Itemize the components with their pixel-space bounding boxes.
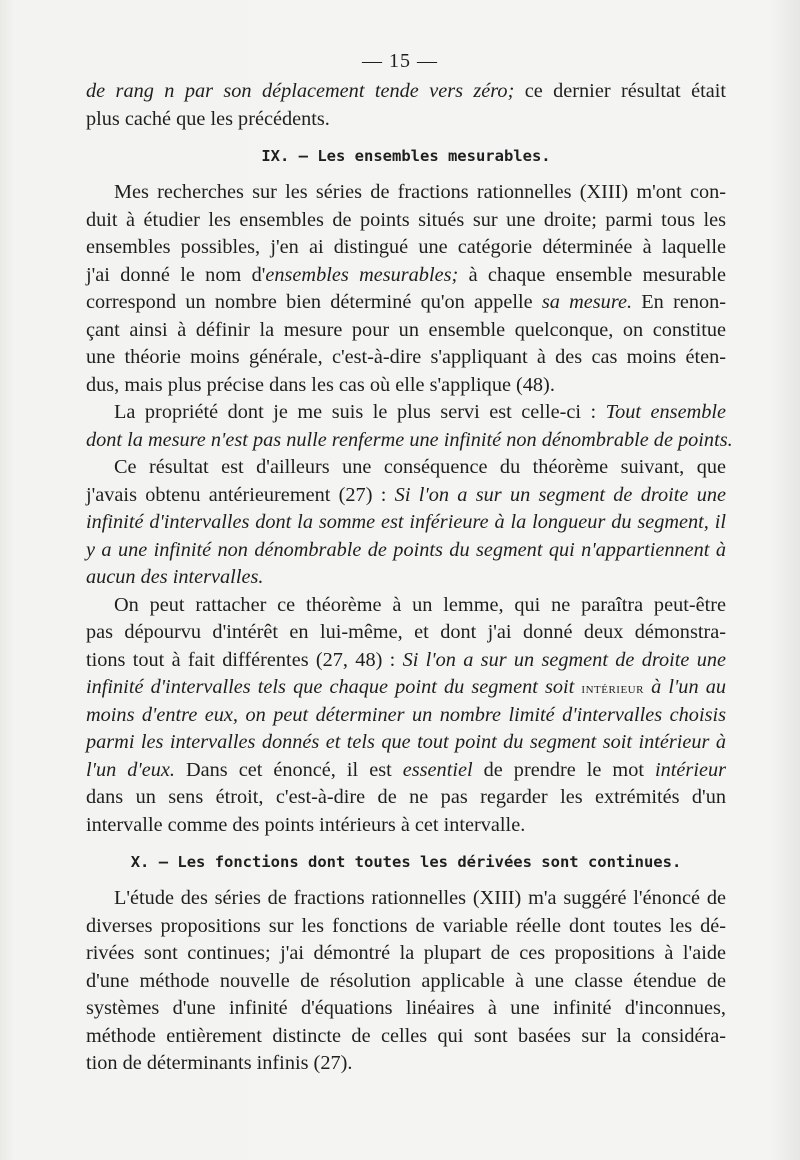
intro-line: plus caché que les précédents. [86, 107, 330, 130]
section-heading-ix: IX. — Les ensembles mesurables. [261, 147, 551, 165]
paragraph-line: tion de déterminants infinis (27). [86, 1052, 353, 1074]
paragraph-line: infinité d'intervalles tels que chaque point du segment soit intérieur à l'un au [86, 676, 726, 698]
paragraph-line: correspond un nombre bien déterminé qu'on appelle sa mesure. En renon- [86, 291, 727, 313]
intro-line: de rang n par son déplacement tende vers zéro; ce dernier résultat était [86, 80, 726, 102]
paragraph-line: parmi les intervalles donnés et tels que tout point du segment soit intérieur à [86, 731, 726, 753]
paragraph-line: aucun des intervalles. [86, 566, 264, 588]
paragraph-line: y a une infinité non dénombrable de points du segment qui n'appartiennent à [86, 538, 726, 561]
paragraph-line: ensembles possibles, j'en ai distingué une catégorie déterminée à laquelle [86, 236, 726, 258]
section-heading-x: X. — Les fonctions dont toutes les dérivées sont continues. [130, 853, 682, 871]
paragraph-line: dont la mesure n'est pas nulle renferme une infinité non dénombrable de points. [86, 428, 733, 451]
paragraph-line: une théorie moins générale, c'est-à-dire s'appliquant à des cas moins éten- [86, 346, 726, 368]
paragraph-line: Mes recherches sur les séries de fractions rationnelles (XIII) m'ont con- [114, 181, 726, 203]
paragraph-line: intervalle comme des points intérieurs à cet intervalle. [86, 813, 526, 836]
paragraph-line: dus, mais plus précise dans les cas où elle s'applique (48). [86, 373, 555, 396]
page-number: — 15 — [362, 50, 438, 72]
paragraph-line: diverses propositions sur les fonctions de variable réelle dont toutes les dé- [86, 914, 726, 937]
paragraph-line: l'un d'eux. Dans cet énoncé, il est essentiel de prendre le mot intérieur [86, 758, 726, 781]
paragraph-line: j'avais obtenu antérieurement (27) : Si l'on a sur un segment de droite une [86, 483, 726, 506]
paragraph-line: On peut rattacher ce théorème à un lemme, qui ne paraîtra peut-être [114, 593, 726, 616]
paragraph-line: j'ai donné le nom d'ensembles mesurables; à chaque ensemble mesurable [86, 263, 726, 286]
paragraph-line: systèmes d'une infinité d'équations linéaires à une infinité d'inconnues, [86, 997, 726, 1019]
page-body [86, 78, 733, 1078]
paragraph-line: La propriété dont je me suis le plus servi est celle-ci : Tout ensemble [114, 401, 726, 423]
paragraph-line: rivées sont continues; j'ai démontré la plupart de ces propositions à l'aide [86, 942, 726, 964]
paragraph-line: infinité d'intervalles dont la somme est inférieure à la longueur du segment, il [86, 511, 726, 533]
paragraph-line: dans un sens étroit, c'est-à-dire de ne pas regarder les extrémités d'un [86, 786, 726, 808]
paragraph-line: L'étude des séries de fractions rationnelles (XIII) m'a suggéré l'énoncé de [114, 887, 726, 909]
paragraph-line: Ce résultat est d'ailleurs une conséquence du théorème suivant, que [114, 456, 726, 478]
paragraph-line: duit à étudier les ensembles de points situés sur une droite; parmi tous les [86, 208, 726, 231]
paragraph-line: méthode entièrement distincte de celles qui sont basées sur la considéra- [86, 1024, 726, 1047]
paragraph-line: tions tout à fait différentes (27, 48) : Si l'on a sur un segment de droite une [86, 648, 726, 671]
paragraph-line: d'une méthode nouvelle de résolution applicable à une classe étendue de [86, 969, 726, 992]
paragraph-line: pas dépourvu d'intérêt en lui-même, et dont j'ai donné deux démonstra- [86, 621, 726, 643]
paragraph-line: çant ainsi à définir la mesure pour un ensemble quelconque, on constitue [86, 318, 726, 341]
paragraph-line: moins d'entre eux, on peut déterminer un nombre limité d'intervalles choisis [86, 703, 726, 726]
